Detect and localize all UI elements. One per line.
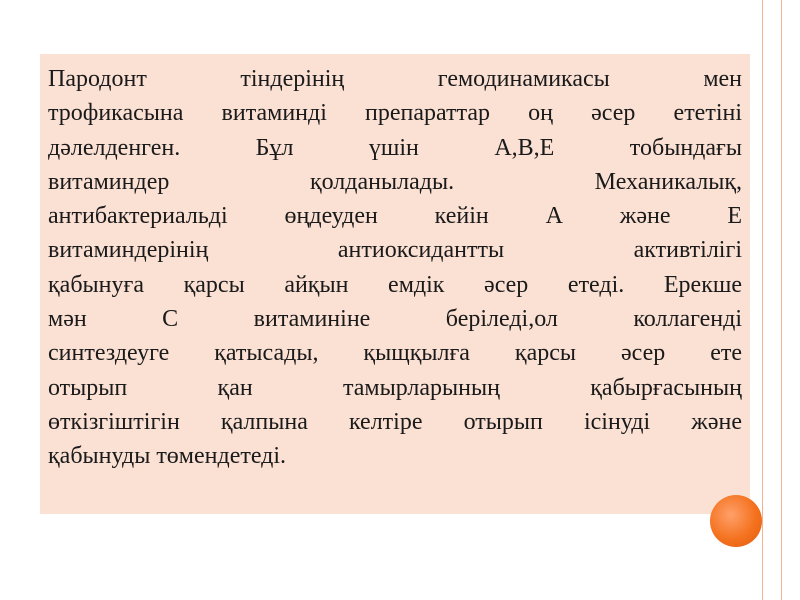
paragraph-line-4: витаминдер қолданылады. Механикалық,: [48, 168, 742, 195]
paragraph-line-1: Пародонт тіндерінің гемодинамикасы мен: [48, 66, 742, 92]
paragraph-line-7: қабынуға қарсы айқын емдік әсер етеді. Ерекше: [48, 271, 742, 298]
paragraph-line-3: дәлелденген. Бұл үшін А,В,Е тобындағы: [48, 134, 742, 161]
decorative-rail: [762, 0, 782, 600]
paragraph-line-2: трофикасына витаминді препараттар оң әсер ететіні: [48, 100, 742, 127]
paragraph-line-9: синтездеуге қатысады, қыщқылға қарсы әсер ете: [48, 340, 742, 367]
paragraph-line-6: витаминдерінің антиоксидантты активтілігі: [48, 237, 742, 264]
paragraph-line-5: антибактериальді өңдеуден кейін А және Е: [48, 203, 742, 230]
paragraph-line-8: мән С витаминіне беріледі,ол коллагенді: [48, 306, 742, 333]
paragraph-line-10: отырып қан тамырларының қабырғасының: [48, 374, 742, 401]
paragraph-line-12: қабынуды төмендетеді.: [48, 443, 287, 470]
text-box: [40, 54, 750, 514]
paragraph-line-11: өткізгіштігін қалпына келтіре отырып ісінуді және: [48, 408, 742, 435]
body-paragraph: [48, 62, 742, 474]
decorative-circle-icon: [710, 495, 762, 547]
